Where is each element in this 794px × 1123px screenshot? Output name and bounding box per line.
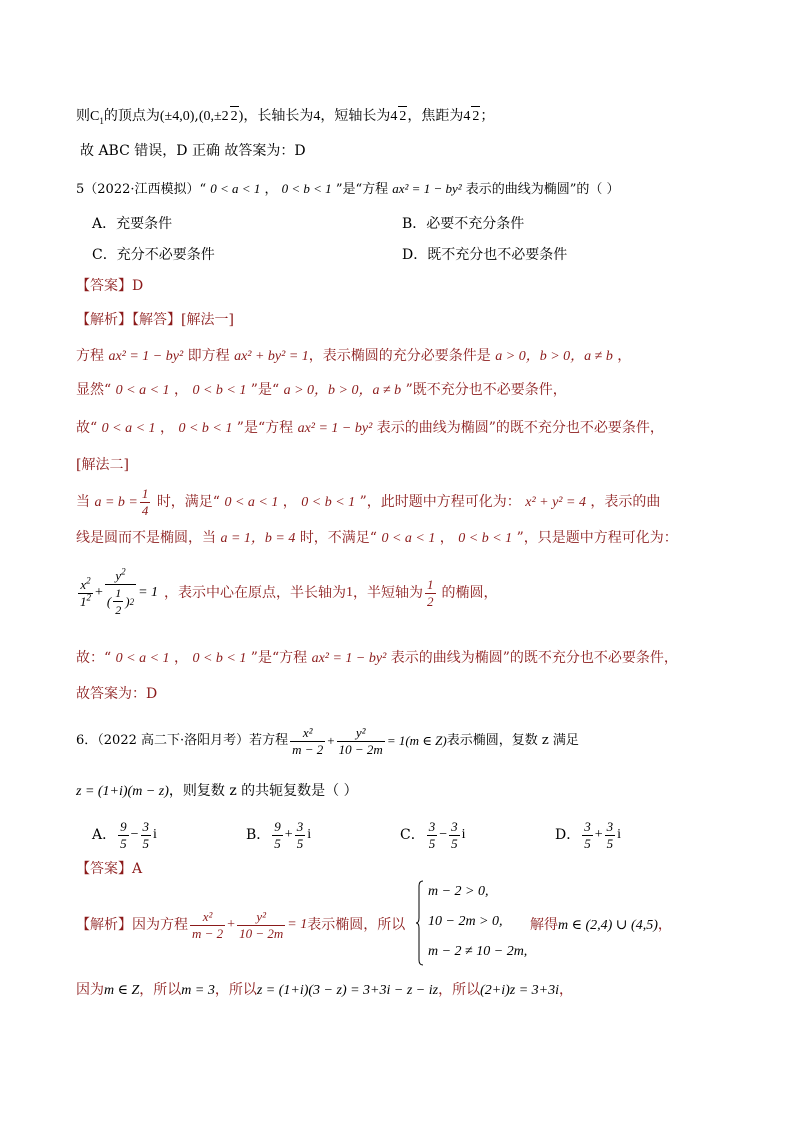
text: ”是“方程	[236, 420, 294, 436]
text: 表示椭圆，复数 z 满足	[446, 733, 579, 748]
fraction-y-over-half: $y^2$ ( $\frac{1}{2}$ ) 2	[106, 566, 135, 617]
minor-axis-value: 4	[390, 109, 398, 124]
text: ”，此时题中方程可化为：	[359, 494, 521, 510]
text: ”既不充分也不必要条件，	[405, 382, 567, 398]
text: ，	[173, 382, 188, 398]
plus-sign: +	[227, 917, 236, 932]
equation: ax² = 1 − by²	[311, 651, 387, 666]
text: ”是“方程	[250, 650, 308, 666]
text: ，	[264, 182, 278, 197]
equation: a = b =	[94, 495, 138, 510]
question-5-stem	[76, 179, 620, 200]
q6-analysis-line-2	[76, 980, 573, 1001]
condition-a: 0 < a < 1	[224, 495, 279, 510]
method-2-header: [解法二]	[76, 457, 129, 473]
condition: a > 0，b > 0，a ≠ b	[283, 383, 402, 398]
text: 则	[76, 108, 90, 124]
equation: m = 3	[181, 983, 215, 998]
analysis-line-2	[76, 380, 567, 401]
text: 故“	[76, 420, 98, 436]
equation: x² + y² = 4	[525, 495, 586, 510]
prev-solution-line: 则$C_1$的顶点为(±4,0),(0,±2 2)，长轴长为4，短轴长为4 2，焦距为4 2；	[76, 108, 495, 126]
text: 表示椭圆，所以	[307, 917, 406, 933]
fraction-one-quarter: $\frac{1}{4}$	[141, 485, 149, 518]
equation: z = (1+i)(m − z)	[76, 784, 169, 799]
equation: ax² + by² = 1	[234, 349, 309, 364]
q6-option-b: B． $\frac{9}{5}$ + $\frac{3}{5}$ i	[246, 818, 312, 851]
fraction-x2-over-m-2: $\frac{\text{x²}}{m - 2}$	[192, 908, 224, 941]
major-axis-value: 4	[313, 109, 321, 124]
system-row-3: m − 2 ≠ 10 − 2m,	[428, 944, 528, 959]
q6-option-c: C． $\frac{3}{5}$ − $\frac{3}{5}$ i	[400, 818, 466, 851]
text: 因为	[76, 982, 104, 998]
q6-analysis-line-1	[76, 904, 405, 946]
fraction-half: $\frac{1}{2}$	[427, 576, 434, 609]
final-answer-5: 故答案为：D	[76, 686, 158, 702]
text: ”，只是题中方程可化为：	[516, 530, 678, 546]
minor-axis-radical: 2	[398, 106, 407, 127]
equation: ax² = 1 − by²	[392, 181, 462, 196]
equation: z = (1+i)(3 − z) = 3+3i − z − iz	[256, 983, 439, 998]
analysis-line-1	[76, 346, 631, 367]
text: ，所以	[139, 982, 182, 998]
condition-b: 0 < b < 1	[192, 383, 247, 398]
text: ，短轴长为	[320, 108, 391, 124]
range-result: m ∈ (2,4) ∪ (4,5)	[558, 918, 658, 933]
condition: a > 0，b > 0，a ≠ b	[495, 349, 613, 364]
text: ，焦距为	[407, 108, 464, 124]
equation: (2+i)z = 3+3i	[480, 983, 559, 998]
text: ；	[480, 108, 495, 124]
text: ，	[617, 348, 632, 364]
question-6-stem	[76, 720, 579, 762]
text: ，	[282, 494, 297, 510]
text: 故：“	[76, 650, 112, 666]
text: 5（2022·江西模拟）“	[76, 182, 207, 197]
condition-a: 0 < a < 1	[210, 181, 261, 196]
equation-end: = 1	[287, 917, 308, 932]
equation-end: = 1	[138, 585, 159, 600]
text: 表示的曲线为椭圆”的既不充分也不必要条件，	[376, 420, 664, 436]
analysis-label: 【解析】	[76, 917, 132, 933]
option-b: B．必要不充分条件	[402, 216, 525, 232]
c1-subscript: 1	[99, 115, 104, 126]
text: ，	[657, 917, 672, 933]
question-6-line-2	[76, 781, 358, 802]
text: 6．（2022 高二下·洛阳月考）若方程	[76, 733, 289, 748]
text: ，表示中心在原点，半长轴为	[164, 585, 347, 601]
condition-b: 0 < b < 1	[178, 421, 233, 436]
option-c: C．充分不必要条件	[92, 247, 215, 263]
system-brace	[416, 880, 424, 966]
equation: ax² = 1 − by²	[108, 349, 184, 364]
text: ”是“方程	[335, 182, 389, 197]
condition-a: 0 < a < 1	[115, 651, 170, 666]
analysis-line-3	[76, 418, 664, 439]
text: ，则复数 z 的共轭复数是（ ）	[168, 783, 358, 799]
text: ，	[439, 530, 454, 546]
q6-option-a: A． $\frac{9}{5}$ − $\frac{3}{5}$ i	[92, 818, 157, 851]
q6-solution-range	[530, 915, 672, 936]
text: ，	[173, 650, 188, 666]
text: 表示的曲线为椭圆”的既不充分也不必要条件，	[390, 650, 678, 666]
focal-value: 4	[463, 109, 471, 124]
condition-b: 0 < b < 1	[192, 651, 247, 666]
text: ，表示的曲	[590, 494, 661, 510]
text: ，半短轴为	[353, 585, 424, 601]
equation: ax² = 1 − by²	[297, 421, 373, 436]
analysis-line-6: $\frac{x^2}{1^2}$ + $y^2$ ( $\frac{1}{2}$ ) 2 = 1 ，表示中心在原点，半长轴为 1 ，半短轴为 $\frac{1}{2}$ 的椭圆，	[80, 566, 498, 617]
equation: a = 1，b = 4	[220, 531, 296, 546]
analysis-line-7	[76, 648, 678, 669]
fraction-y2-over-10-2m: $\frac{\text{y²}}{10 - 2m}$	[239, 908, 284, 941]
condition-b: 0 < b < 1	[458, 531, 513, 546]
text: 解得	[530, 917, 558, 933]
text: 因为方程	[132, 917, 188, 933]
text: ”是“	[250, 382, 280, 398]
condition-b: 0 < b < 1	[281, 181, 332, 196]
text: 线是圆而不是椭圆，当	[76, 530, 216, 546]
fraction-x-over-1: $\frac{x^2}{1^2}$	[80, 575, 91, 609]
equation: m ∈ Z	[104, 983, 140, 998]
plus-sign: +	[327, 733, 335, 748]
answer-label: 【答案】D	[76, 278, 144, 294]
analysis-line-4	[76, 485, 660, 520]
text: ，	[159, 420, 174, 436]
equation-end: = 1(m ∈ Z)	[386, 733, 447, 748]
text: 当	[76, 494, 90, 510]
text: ，所以	[214, 982, 257, 998]
option-a: A．充要条件	[92, 216, 173, 232]
text: 即方程	[187, 348, 230, 364]
text: ，长轴长为	[243, 108, 314, 124]
analysis-header: 【解析】【解答】[解法一]	[76, 312, 234, 328]
text: ，所以	[438, 982, 481, 998]
q6-answer: 【答案】A	[76, 861, 143, 877]
text: ，	[558, 982, 573, 998]
prev-conclusion-line: 故 ABC 错误，D 正确 故答案为：D	[80, 143, 306, 159]
condition-a: 0 < a < 1	[101, 421, 156, 436]
fraction-y2-over-10-2m: $\frac{\text{y²}}{10 - 2m}$	[338, 724, 383, 757]
c1-symbol: C	[90, 109, 100, 124]
text: 显然“	[76, 382, 112, 398]
text: 时，不满足“	[299, 530, 377, 546]
option-d: D．既不充分也不必要条件	[402, 247, 568, 263]
condition-a: 0 < a < 1	[381, 531, 436, 546]
q6-option-d: D． $\frac{3}{5}$ + $\frac{3}{5}$ i	[555, 818, 622, 851]
condition-b: 0 < b < 1	[301, 495, 356, 510]
condition-a: 0 < a < 1	[115, 383, 170, 398]
vertex-1: (±4,0)	[159, 109, 195, 124]
text: 方程	[76, 348, 104, 364]
text: 的椭圆，	[441, 585, 498, 601]
text: 的顶点为	[103, 108, 160, 124]
semi-major-value: 1	[346, 585, 354, 600]
system-row-1: m − 2 > 0,	[428, 884, 489, 899]
text: 时，满足“	[156, 494, 220, 510]
text: ，表示椭圆的充分必要条件是	[308, 348, 491, 364]
focal-radical: 2	[471, 106, 480, 127]
system-row-2: 10 − 2m > 0,	[428, 914, 503, 929]
text: 表示的曲线为椭圆”的（ ）	[465, 182, 620, 197]
fraction-x2-over-m-2: $\frac{\text{x²}}{m - 2}$	[292, 724, 324, 757]
vertex-2: (0,±2 2)	[199, 109, 244, 124]
analysis-line-5	[76, 528, 678, 549]
